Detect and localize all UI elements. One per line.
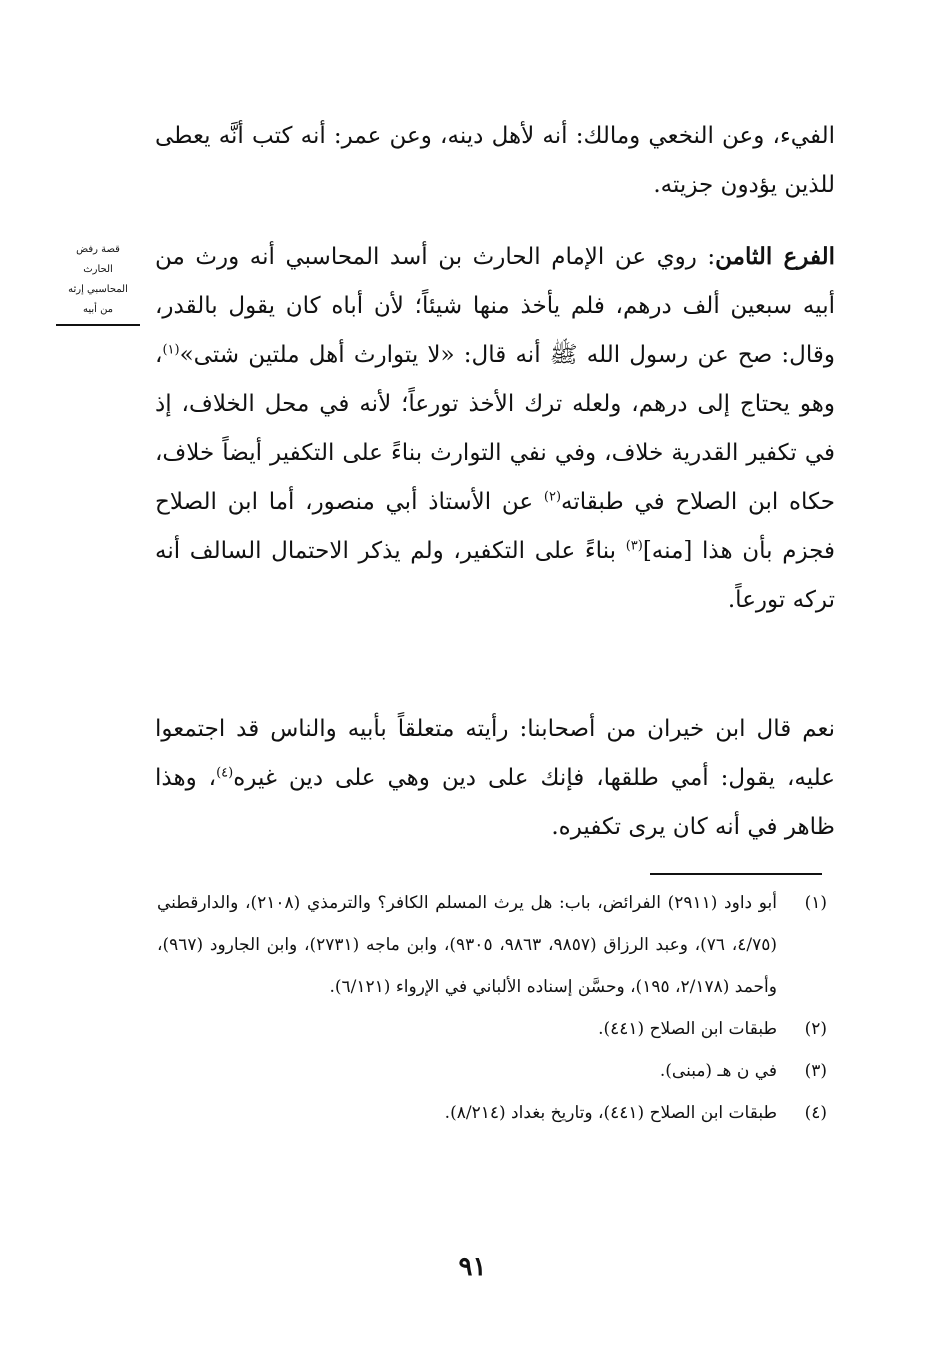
page-number: ٩١ (458, 1252, 487, 1282)
footnote-text: طبقات ابن الصلاح (٤٤١). (598, 1019, 777, 1039)
footnote (157, 1092, 827, 1134)
footnote-ref-3[interactable]: (٣) (625, 538, 643, 554)
footnotes (157, 882, 827, 1134)
footnote-text: في ن هـ (مبنى). (659, 1061, 777, 1081)
footnote-text: أبو داود (٢٩١١) الفرائض، باب: هل يرث المسلم الكافر؟ والترمذي (٢١٠٨)، والدارقطني (٤/٧٥، ٧٦)، وعبد الرزاق (٩٨٥٧، ٩٨٦٣، ٩٣٠٥)، وابن ماجه (٢٧٣١)، وابن الجارود (٩٦٧)، وأحمد (٢/١٧٨، ١٩٥)، وحسَّن إسناده الألباني في الإرواء (٦/١٢١). (157, 893, 778, 997)
paragraph-1 (155, 112, 835, 210)
footnote-text: طبقات ابن الصلاح (٤٤١)، وتاريخ بغداد (٨/٢١٤). (444, 1103, 777, 1123)
footnote-separator (650, 873, 822, 875)
margin-note-rule (56, 324, 140, 326)
paragraph-3-text-b: ، وهذا ظاهر في أنه كان يرى تكفيره. (155, 765, 835, 840)
footnote-ref-4[interactable]: (٤) (216, 765, 234, 781)
footnote-ref-2[interactable]: (٢) (543, 489, 562, 505)
footnote (157, 882, 827, 1008)
paragraph-3 (155, 705, 835, 852)
paragraph-2 (155, 232, 835, 625)
margin-note-line-4: من أبيه (82, 304, 114, 315)
paragraph-2-text-a: : روي عن الإمام الحارث بن أسد المحاسبي أنه ورث من أبيه سبعين ألف درهم، فلم يأخذ منها شيئاً؛ لأن أباه كان يقول بالقدر، وقال: صح عن رسول الله ﷺ أنه قال: «لا يتوارث أهل ملتين شتى» (155, 244, 835, 368)
margin-note (52, 240, 144, 326)
footnote-number: (٣) (804, 1061, 827, 1081)
margin-note-line-3: المحاسبي إرثه (68, 284, 128, 295)
margin-note-line-1: قصة رفض (76, 244, 120, 255)
section-heading: الفرع الثامن (715, 243, 835, 270)
paragraph-2-text-d: بناءً على التكفير، ولم يذكر الاحتمال السالف أنه تركه تورعاً. (155, 538, 835, 613)
footnote-ref-1[interactable]: (١) (162, 342, 180, 358)
paragraph-1-text: الفيء، وعن النخعي ومالك: أنه لأهل دينه، وعن عمر: أنه كتب أنَّه يعطى للذين يؤدون جزيته. (155, 123, 835, 198)
footnote-number: (١) (804, 893, 827, 913)
paragraph-2-text-b: ، وهو يحتاج إلى درهم، ولعله ترك الأخذ تورعاً؛ لأنه في محل الخلاف، إذ في تكفير القدرية خلاف، وفي نفي التوارث بناءً على التكفير أيضاً خلاف، حكاه ابن الصلاح في طبقاته (155, 342, 835, 515)
footnote (157, 1008, 827, 1050)
footnote (157, 1050, 827, 1092)
margin-note-line-2: الحارث (83, 264, 113, 275)
paragraph-3-text-a: نعم قال ابن خيران من أصحابنا: رأيته متعلقاً بأبيه والناس قد اجتمعوا عليه، يقول: أمي طلقها، فإنك على دين وهي على دين غيره (155, 716, 835, 791)
paragraph-2-text-c: عن الأستاذ أبي منصور، أما ابن الصلاح فجزم بأن هذا [منه] (155, 489, 835, 564)
footnote-number: (٢) (804, 1019, 827, 1039)
footnote-number: (٤) (804, 1103, 827, 1123)
